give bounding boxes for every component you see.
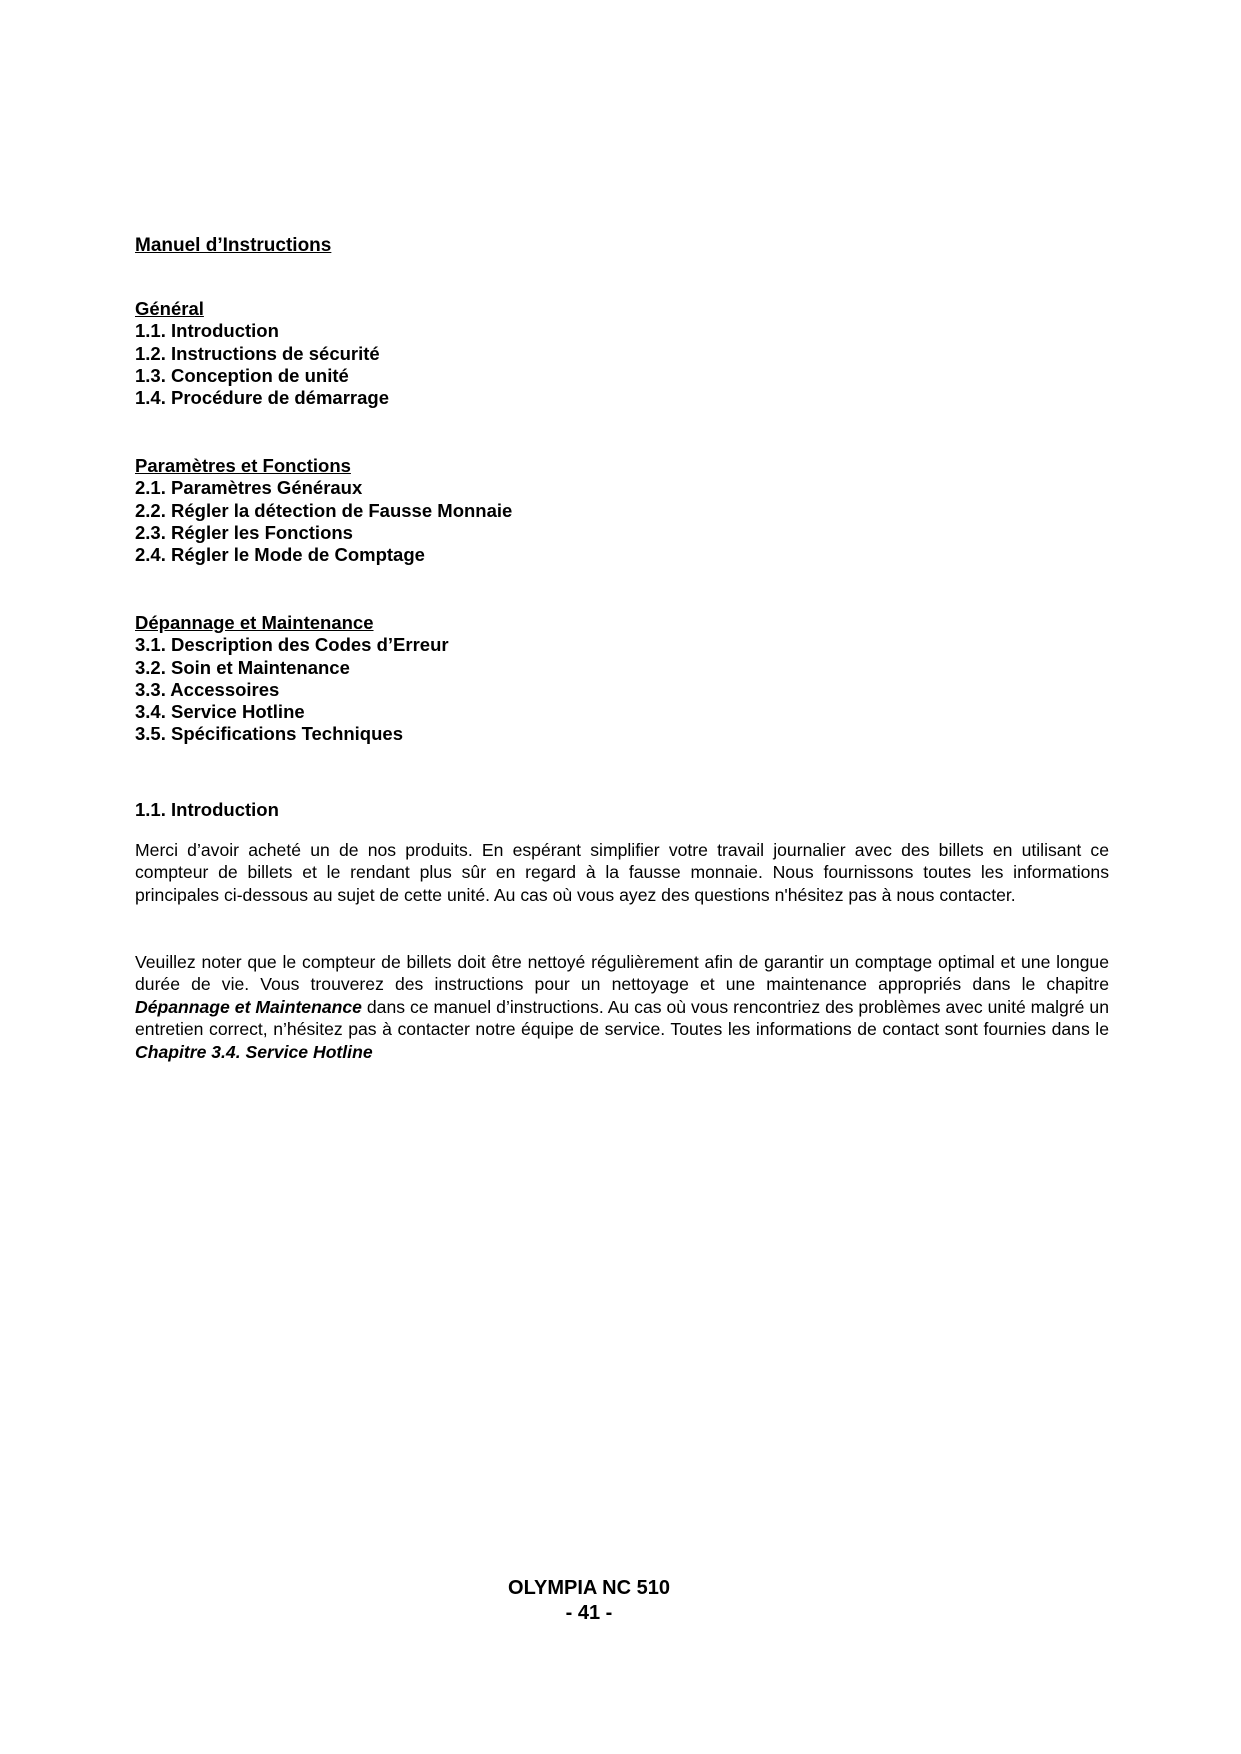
section-heading-introduction: 1.1. Introduction (135, 799, 279, 820)
toc-item: 3.3. Accessoires (135, 678, 280, 700)
paragraph-text: Veuillez noter que le compteur de billets doit être nettoyé régulièrement afin de garantir un comptage optimal et une longue durée de vie. Vous trouverez des instructions pour un nettoyage et une maintenance appropriés dans le chapitre (135, 952, 1109, 995)
toc-item: 3.1. Description des Codes d’Erreur (135, 634, 449, 656)
chapter-reference-hotline: Chapitre 3.4. Service Hotline (135, 1041, 373, 1062)
toc-item: 1.4. Procédure de démarrage (135, 387, 389, 409)
toc-section-general (135, 298, 389, 409)
toc-item: 1.2. Instructions de sécurité (135, 342, 380, 364)
chapter-reference-depannage: Dépannage et Maintenance (135, 996, 362, 1017)
toc-item: 1.1. Introduction (135, 320, 279, 342)
paragraph-text: dans ce manuel d’instructions. Au cas où vous rencontriez des problèmes avec unité malgré un entretien correct, n’hésitez pas à contacter notre équipe de service. Toutes les informations de contact sont fournies dans le (135, 996, 1109, 1040)
toc-item: 3.4. Service Hotline (135, 701, 305, 723)
page-number: - 41 - (565, 1602, 613, 1624)
toc-heading: Général (135, 298, 204, 319)
toc-item: 3.2. Soin et Maintenance (135, 656, 350, 678)
footer (0, 1576, 1178, 1626)
toc-item: 2.3. Régler les Fonctions (135, 521, 353, 543)
footer-model: OLYMPIA NC 510 (508, 1577, 670, 1599)
toc-item: 3.5. Spécifications Techniques (135, 723, 403, 745)
document-title: Manuel d’Instructions (135, 235, 332, 256)
toc-item: 1.3. Conception de unité (135, 364, 349, 386)
intro-paragraph-2 (135, 951, 1109, 1063)
toc-section-parametres (135, 455, 512, 566)
toc-heading: Dépannage et Maintenance (135, 612, 374, 633)
toc-item: 2.1. Paramètres Généraux (135, 477, 363, 499)
toc-section-depannage (135, 612, 449, 746)
toc-item: 2.2. Régler la détection de Fausse Monnaie (135, 499, 513, 521)
toc-heading: Paramètres et Fonctions (135, 455, 351, 476)
intro-paragraph-1: Merci d’avoir acheté un de nos produits. En espérant simplifier votre travail journalier avec des billets en utilisant ce compteur de billets et le rendant plus sûr en regard à la fausse monnaie. Nous fournissons toutes les informations principales ci-dessous au sujet de cette unité. Au cas où vous ayez des questions n'hésitez pas à nous contacter. (135, 840, 1109, 905)
toc-item: 2.4. Régler le Mode de Comptage (135, 544, 425, 566)
